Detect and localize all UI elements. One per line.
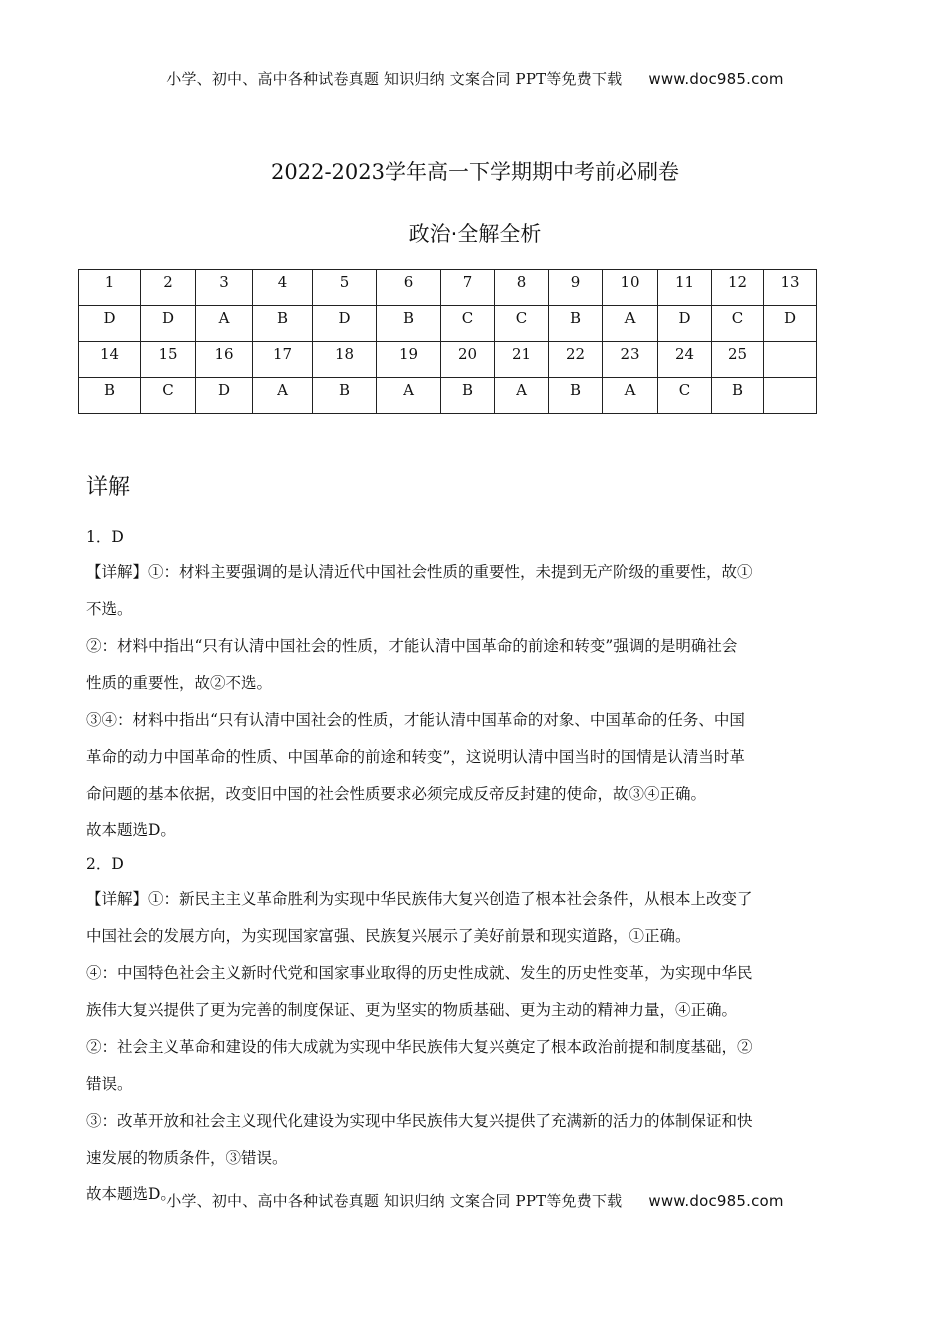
answer-table-cell xyxy=(764,378,817,414)
header-text: 小学、初中、高中各种试卷真题 知识归纳 文案合同 PPT等免费下载 xyxy=(166,70,623,88)
body-line: ③：改革开放和社会主义现代化建设为实现中华民族伟大复兴提供了充满新的活力的体制保证和快 xyxy=(86,1112,753,1130)
answer-table-cell: 3 xyxy=(196,270,253,306)
body-line: ②：社会主义革命和建设的伟大成就为实现中华民族伟大复兴奠定了根本政治前提和制度基础，② xyxy=(86,1038,753,1056)
answer-table-cell: 13 xyxy=(764,270,817,306)
document-subtitle: 政治·全解全析 xyxy=(408,222,542,246)
answer-table-cell: A xyxy=(495,378,549,414)
answer-table-cell: C xyxy=(658,378,712,414)
answer-table-cell: 25 xyxy=(712,342,764,378)
answer-table-cell: B xyxy=(549,378,603,414)
document-title: 2022-2023学年高一下学期期中考前必刷卷 xyxy=(271,160,679,184)
answer-table-cell: B xyxy=(79,378,141,414)
answer-table-cell: 7 xyxy=(441,270,495,306)
body-line: ④：中国特色社会主义新时代党和国家事业取得的历史性成就、发生的历史性变革，为实现中华民 xyxy=(86,964,753,982)
answer-table-cell: 18 xyxy=(313,342,377,378)
body-line: 不选。 xyxy=(86,600,133,618)
answer-table-cell: 5 xyxy=(313,270,377,306)
answer-table-cell: B xyxy=(253,306,313,342)
answer-table-cell: 12 xyxy=(712,270,764,306)
answer-table-cell: 24 xyxy=(658,342,712,378)
answer-table-cell: 8 xyxy=(495,270,549,306)
body-line: 命问题的基本依据，改变旧中国的社会性质要求必须完成反帝反封建的使命，故③④正确。 xyxy=(86,785,707,803)
body-line: 速发展的物质条件，③错误。 xyxy=(86,1149,288,1167)
body-line: 错误。 xyxy=(86,1075,133,1093)
page-header xyxy=(0,68,950,89)
answer-table-row xyxy=(79,306,817,342)
answer-table-cell: D xyxy=(196,378,253,414)
body-line: 性质的重要性，故②不选。 xyxy=(86,674,273,692)
answer-table-cell: 6 xyxy=(377,270,441,306)
header-site-link[interactable]: www.doc985.com xyxy=(648,70,784,88)
answer-table-cell: C xyxy=(712,306,764,342)
answer-table-cell: B xyxy=(313,378,377,414)
answer-table-cell: 11 xyxy=(658,270,712,306)
answer-table-cell: 9 xyxy=(549,270,603,306)
answer-table-cell: 2 xyxy=(141,270,196,306)
answer-table-cell: 20 xyxy=(441,342,495,378)
answer-table-cell: A xyxy=(377,378,441,414)
body-line: ②：材料中指出“只有认清中国社会的性质，才能认清中国革命的前途和转变”强调的是明确社会 xyxy=(86,637,738,655)
answer-table-cell: D xyxy=(79,306,141,342)
answer-table-cell: D xyxy=(313,306,377,342)
answer-table-cell: B xyxy=(712,378,764,414)
answer-table-cell: D xyxy=(141,306,196,342)
answer-table-cell: 16 xyxy=(196,342,253,378)
answer-table-cell: 14 xyxy=(79,342,141,378)
answer-table-cell: 4 xyxy=(253,270,313,306)
answer-table-cell: 10 xyxy=(603,270,658,306)
answer-table-cell: 15 xyxy=(141,342,196,378)
answer-table-cell: C xyxy=(441,306,495,342)
explanation-body xyxy=(86,520,814,1211)
answer-table-cell: 19 xyxy=(377,342,441,378)
answer-table-cell: C xyxy=(141,378,196,414)
body-line: 2．D xyxy=(86,855,124,873)
body-line: 【详解】①：材料主要强调的是认清近代中国社会性质的重要性，未提到无产阶级的重要性，故① xyxy=(86,563,753,581)
body-line: 革命的动力中国革命的性质、中国革命的前途和转变”，这说明认清中国当时的国情是认清当时革 xyxy=(86,748,745,766)
answer-table-cell: 1 xyxy=(79,270,141,306)
section-title: 详解 xyxy=(86,475,131,500)
body-line: 【详解】①：新民主主义革命胜利为实现中华民族伟大复兴创造了根本社会条件，从根本上改变了 xyxy=(86,890,753,908)
answer-table-row xyxy=(79,342,817,378)
answer-table-cell: D xyxy=(658,306,712,342)
answer-table-cell: A xyxy=(603,378,658,414)
answer-table-cell: 22 xyxy=(549,342,603,378)
answer-table-row xyxy=(79,270,817,306)
answer-table xyxy=(78,269,817,414)
answer-table-cell: C xyxy=(495,306,549,342)
body-line: 族伟大复兴提供了更为完善的制度保证、更为坚实的物质基础、更为主动的精神力量，④正确。 xyxy=(86,1001,738,1019)
answer-table-row xyxy=(79,378,817,414)
answer-table-cell: B xyxy=(377,306,441,342)
body-line: 1．D xyxy=(86,528,124,546)
answer-table-cell: A xyxy=(196,306,253,342)
answer-table-cell: B xyxy=(549,306,603,342)
answer-table-cell: A xyxy=(603,306,658,342)
body-line: ③④：材料中指出“只有认清中国社会的性质，才能认清中国革命的对象、中国革命的任务、中国 xyxy=(86,711,745,729)
answer-table-cell: 23 xyxy=(603,342,658,378)
body-line: 故本题选D。 xyxy=(86,1185,176,1203)
footer-text: 小学、初中、高中各种试卷真题 知识归纳 文案合同 PPT等免费下载 xyxy=(166,1192,623,1210)
body-line: 故本题选D。 xyxy=(86,821,176,839)
answer-table-cell: A xyxy=(253,378,313,414)
footer-site-link[interactable]: www.doc985.com xyxy=(648,1192,784,1210)
answer-table-cell: B xyxy=(441,378,495,414)
answer-table-cell: D xyxy=(764,306,817,342)
body-line: 中国社会的发展方向，为实现国家富强、民族复兴展示了美好前景和现实道路，①正确。 xyxy=(86,927,691,945)
answer-table-cell xyxy=(764,342,817,378)
answer-table-cell: 17 xyxy=(253,342,313,378)
answer-table-cell: 21 xyxy=(495,342,549,378)
page-footer xyxy=(0,1190,950,1211)
